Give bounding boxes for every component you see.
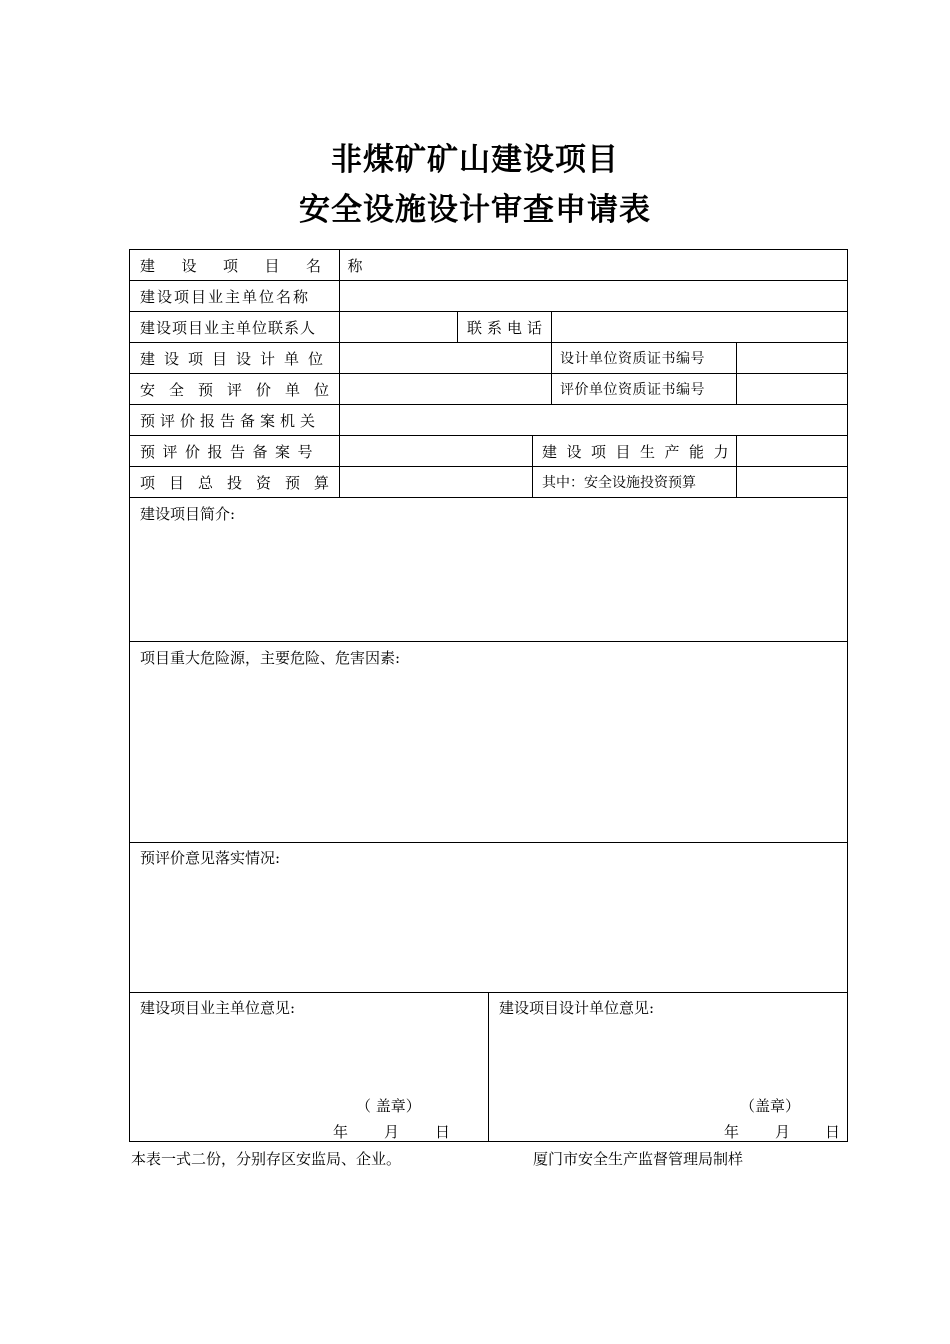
total-budget-field[interactable] bbox=[341, 468, 531, 496]
design-date-year: 年 bbox=[724, 1123, 740, 1141]
owner-contact-field[interactable] bbox=[341, 313, 456, 341]
column-divider bbox=[457, 311, 458, 342]
intro-textarea[interactable] bbox=[131, 526, 846, 639]
footer-issuer: 厦门市安全生产监督管理局制样 bbox=[533, 1150, 744, 1168]
column-divider bbox=[339, 249, 340, 497]
label-phone bbox=[467, 318, 547, 338]
label-text: 建设项目业主单位联系人 bbox=[140, 319, 317, 337]
table-border-right bbox=[847, 249, 848, 1142]
form-title-line2: 安全设施设计审查申请表 bbox=[299, 192, 651, 228]
label-text: 安全预评价单位 bbox=[140, 381, 344, 399]
label-text: 联系电话 bbox=[467, 319, 548, 337]
label-text: 评价单位资质证书编号 bbox=[560, 382, 705, 398]
form-title-line1: 非煤矿矿山建设项目 bbox=[331, 142, 619, 178]
design-opinion-textarea[interactable] bbox=[490, 1020, 846, 1090]
capacity-field[interactable] bbox=[738, 437, 846, 465]
design-date-month: 月 bbox=[775, 1123, 791, 1141]
design-date-day: 日 bbox=[825, 1123, 841, 1141]
owner-date-day: 日 bbox=[435, 1123, 451, 1141]
label-text: 建设项目生产能力 bbox=[542, 443, 739, 461]
column-divider bbox=[551, 342, 552, 404]
owner-opinion-textarea[interactable] bbox=[131, 1020, 486, 1090]
row-divider bbox=[129, 641, 848, 642]
hazards-textarea[interactable] bbox=[131, 670, 846, 840]
label-owner-name bbox=[140, 287, 310, 307]
eval-cert-field[interactable] bbox=[738, 375, 846, 403]
owner-date-month: 月 bbox=[384, 1123, 400, 1141]
row-divider bbox=[129, 435, 848, 436]
owner-stamp-label: （ 盖章） bbox=[356, 1097, 421, 1115]
filing-no-field[interactable] bbox=[341, 437, 531, 465]
section-intro-label: 建设项目简介: bbox=[140, 505, 236, 523]
design-cert-field[interactable] bbox=[738, 344, 846, 372]
safety-budget-field[interactable] bbox=[738, 468, 846, 496]
label-text: 建设项目名称 bbox=[140, 257, 390, 275]
row-divider bbox=[129, 342, 848, 343]
pre-eval-unit-field[interactable] bbox=[341, 375, 550, 403]
label-design-cert bbox=[560, 349, 705, 369]
row-divider bbox=[129, 373, 848, 374]
label-project-name bbox=[140, 256, 390, 276]
label-filing-org bbox=[140, 411, 320, 431]
owner-opinion-label: 建设项目业主单位意见: bbox=[140, 999, 296, 1017]
label-pre-eval-unit bbox=[140, 380, 343, 400]
table-border-top bbox=[129, 249, 848, 250]
column-divider bbox=[736, 342, 737, 404]
column-divider bbox=[532, 435, 533, 497]
label-total-budget bbox=[140, 473, 343, 493]
label-text: 建设项目业主单位名称 bbox=[140, 288, 311, 306]
label-design-unit bbox=[140, 349, 332, 369]
label-capacity bbox=[542, 442, 738, 462]
row-divider bbox=[129, 280, 848, 281]
implementation-textarea[interactable] bbox=[131, 870, 846, 990]
section-hazards-label: 项目重大危险源，主要危险、危害因素: bbox=[140, 649, 401, 667]
label-owner-contact bbox=[140, 318, 316, 338]
label-text: 建设项目设计单位 bbox=[140, 350, 333, 368]
row-divider bbox=[129, 311, 848, 312]
phone-field[interactable] bbox=[553, 313, 846, 341]
label-text: 项目总投资预算 bbox=[140, 474, 344, 492]
design-opinion-label: 建设项目设计单位意见: bbox=[499, 999, 655, 1017]
row-divider bbox=[129, 497, 848, 498]
label-text: 预评价报告备案机关 bbox=[140, 412, 321, 430]
label-filing-no bbox=[140, 442, 320, 462]
column-divider bbox=[488, 992, 489, 1142]
footer-note: 本表一式二份，分别存区安监局、企业。 bbox=[131, 1150, 402, 1168]
row-divider bbox=[129, 404, 848, 405]
owner-date-year: 年 bbox=[333, 1123, 349, 1141]
label-text: 设计单位资质证书编号 bbox=[560, 351, 705, 367]
label-text: 预评价报告备案号 bbox=[140, 443, 321, 461]
design-stamp-label: （盖章） bbox=[740, 1097, 801, 1115]
design-unit-field[interactable] bbox=[341, 344, 550, 372]
project-name-field[interactable] bbox=[341, 251, 846, 279]
label-safety-budget bbox=[542, 473, 696, 493]
row-divider bbox=[129, 842, 848, 843]
filing-org-field[interactable] bbox=[341, 406, 846, 434]
label-eval-cert bbox=[560, 380, 705, 400]
column-divider bbox=[551, 311, 552, 342]
table-border-left bbox=[129, 249, 130, 1142]
label-text: 其中：安全设施投资预算 bbox=[542, 475, 696, 491]
row-divider bbox=[129, 466, 848, 467]
owner-name-field[interactable] bbox=[341, 282, 846, 310]
section-implementation-label: 预评价意见落实情况: bbox=[140, 849, 281, 867]
